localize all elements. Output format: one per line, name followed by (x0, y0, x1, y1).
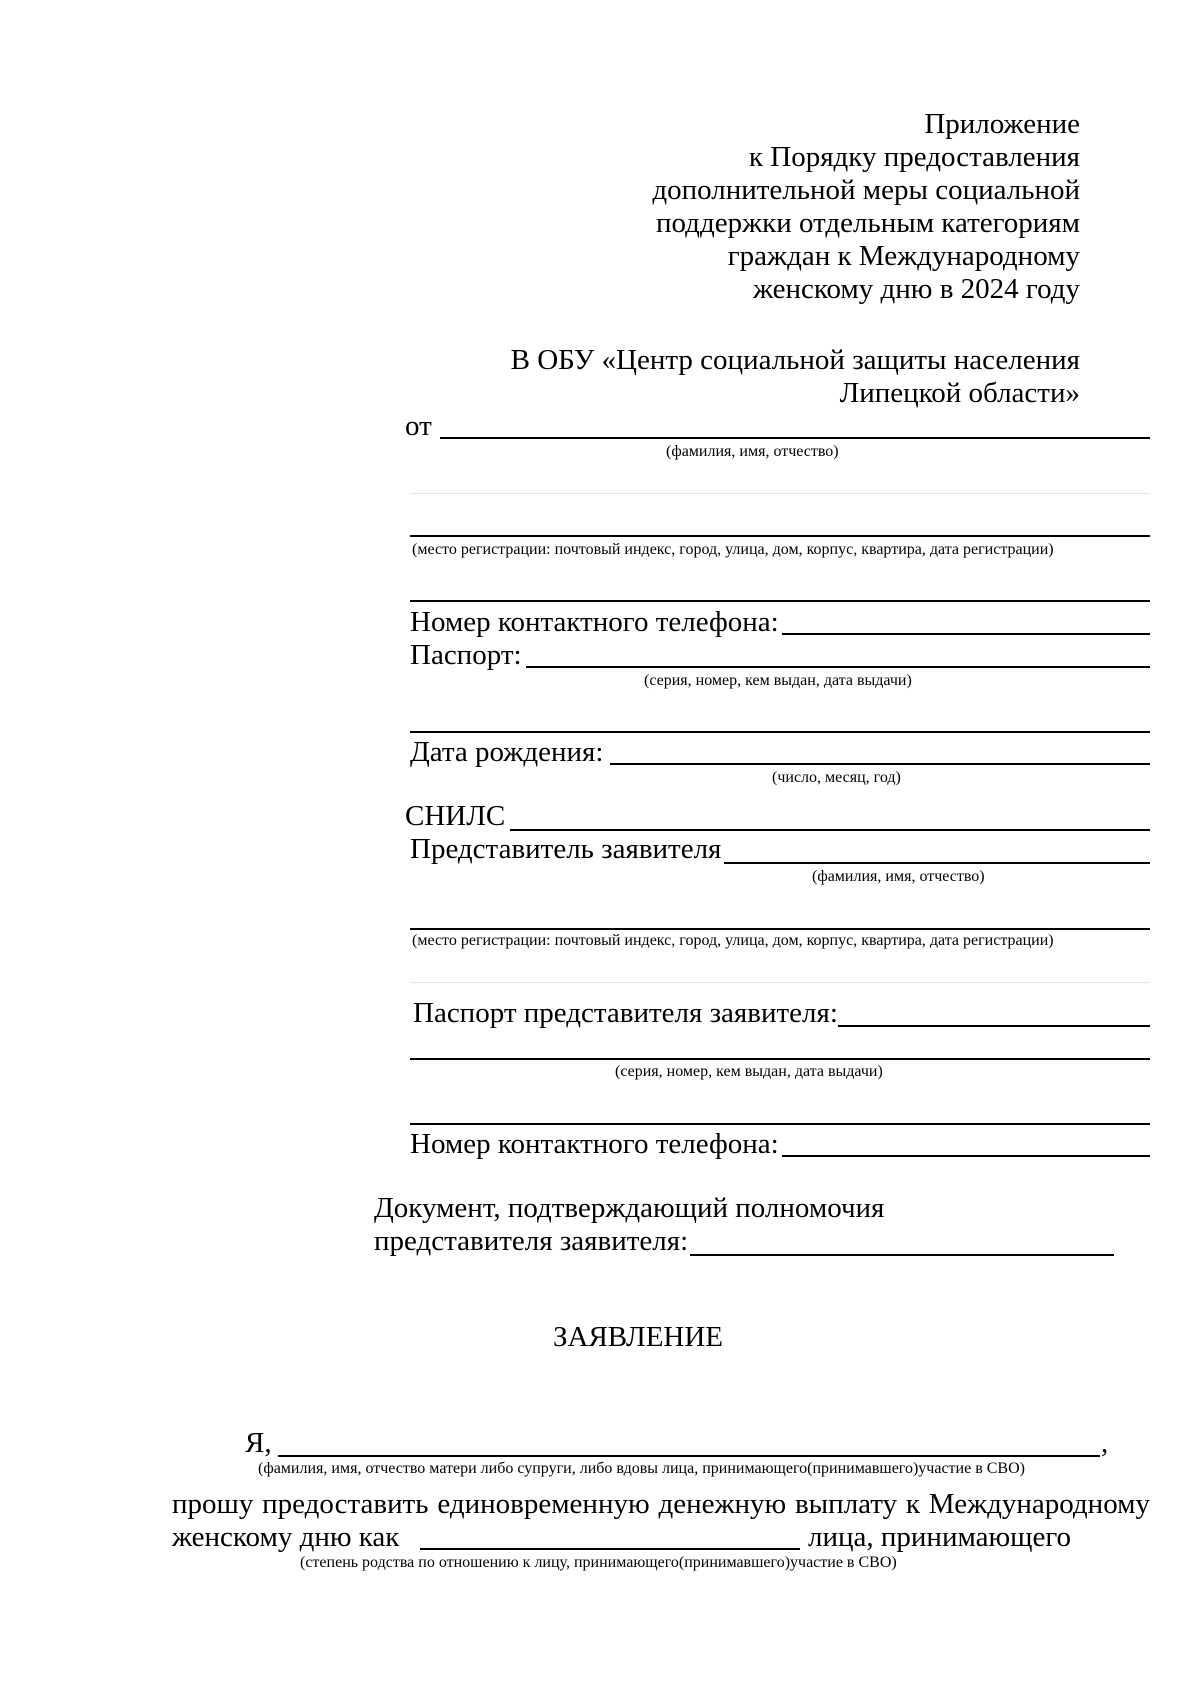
representative-passport-caption: (серия, номер, кем выдан, дата выдачи) (615, 1063, 883, 1080)
addressee-block (511, 344, 1080, 410)
applicant-registration-field[interactable] (410, 535, 1150, 537)
applicant-passport-caption: (серия, номер, кем выдан, дата выдачи) (644, 672, 912, 689)
relation-field[interactable] (420, 1548, 800, 1550)
statement-fio-caption: (фамилия, имя, отчество матери либо супруги, либо вдовы лица, принимающего(принимавшего)участие в СВО) (258, 1460, 1025, 1477)
appendix-line: Приложение (924, 108, 1080, 140)
representative-passport-field[interactable] (838, 1025, 1150, 1027)
appendix-line: поддержки отдельным категориям (656, 207, 1080, 239)
applicant-passport-field[interactable] (526, 666, 1150, 668)
representative-registration-caption: (место регистрации: почтовый индекс, город, улица, дом, корпус, квартира, дата регистрации) (412, 932, 1054, 949)
appendix-line: дополнительной меры социальной (652, 174, 1080, 206)
authority-document-field[interactable] (690, 1254, 1114, 1256)
applicant-registration-field-2[interactable] (410, 600, 1150, 602)
applicant-phone-label: Номер контактного телефона: (410, 606, 779, 638)
divider (410, 493, 1150, 494)
authority-label-line1: Документ, подтверждающий полномочия (374, 1192, 885, 1224)
from-label: от (405, 410, 432, 442)
snils-label: СНИЛС (405, 800, 506, 832)
statement-body-line2-start: женскому дню как (172, 1521, 400, 1553)
representative-passport-field-3[interactable] (410, 1123, 1150, 1125)
addressee-line: Липецкой области» (839, 377, 1080, 409)
appendix-line: граждан к Международному (727, 240, 1080, 272)
statement-fio-field[interactable] (278, 1455, 1100, 1457)
applicant-passport-label: Паспорт: (410, 639, 522, 671)
birthdate-field[interactable] (610, 763, 1150, 765)
authority-label-line2: представителя заявителя: (374, 1225, 689, 1257)
representative-fio-field[interactable] (724, 862, 1150, 864)
applicant-registration-caption: (место регистрации: почтовый индекс, город, улица, дом, корпус, квартира, дата регистрации) (412, 541, 1054, 558)
representative-phone-label: Номер контактного телефона: (410, 1128, 779, 1160)
representative-phone-field[interactable] (782, 1155, 1150, 1157)
applicant-fio-field[interactable] (440, 437, 1150, 439)
statement-comma: , (1101, 1427, 1109, 1459)
applicant-phone-field[interactable] (782, 633, 1150, 635)
representative-label: Представитель заявителя (410, 833, 722, 865)
representative-passport-field-2[interactable] (410, 1058, 1150, 1060)
applicant-fio-caption: (фамилия, имя, отчество) (666, 443, 839, 460)
birthdate-caption: (число, месяц, год) (772, 769, 901, 786)
appendix-block (652, 108, 1080, 306)
appendix-line: женскому дню в 2024 году (752, 273, 1080, 305)
statement-i-label: Я, (245, 1427, 272, 1459)
snils-field[interactable] (510, 829, 1150, 831)
divider (410, 982, 1150, 983)
representative-passport-label: Паспорт представителя заявителя: (413, 997, 838, 1029)
statement-title: ЗАЯВЛЕНИЕ (552, 1321, 724, 1353)
birthdate-label: Дата рождения: (410, 736, 604, 768)
statement-body-line1: прошу предоставить единовременную денежную выплату к Международному (172, 1488, 1150, 1520)
appendix-line: к Порядку предоставления (748, 141, 1080, 173)
representative-fio-caption: (фамилия, имя, отчество) (812, 868, 985, 885)
statement-body-line2-end: лица, принимающего (808, 1521, 1072, 1553)
addressee-line: В ОБУ «Центр социальной защиты населения (510, 344, 1080, 376)
applicant-passport-field-2[interactable] (410, 731, 1150, 733)
representative-registration-field[interactable] (410, 928, 1150, 930)
relation-caption: (степень родства по отношению к лицу, принимающего(принимавшего)участие в СВО) (300, 1554, 897, 1571)
